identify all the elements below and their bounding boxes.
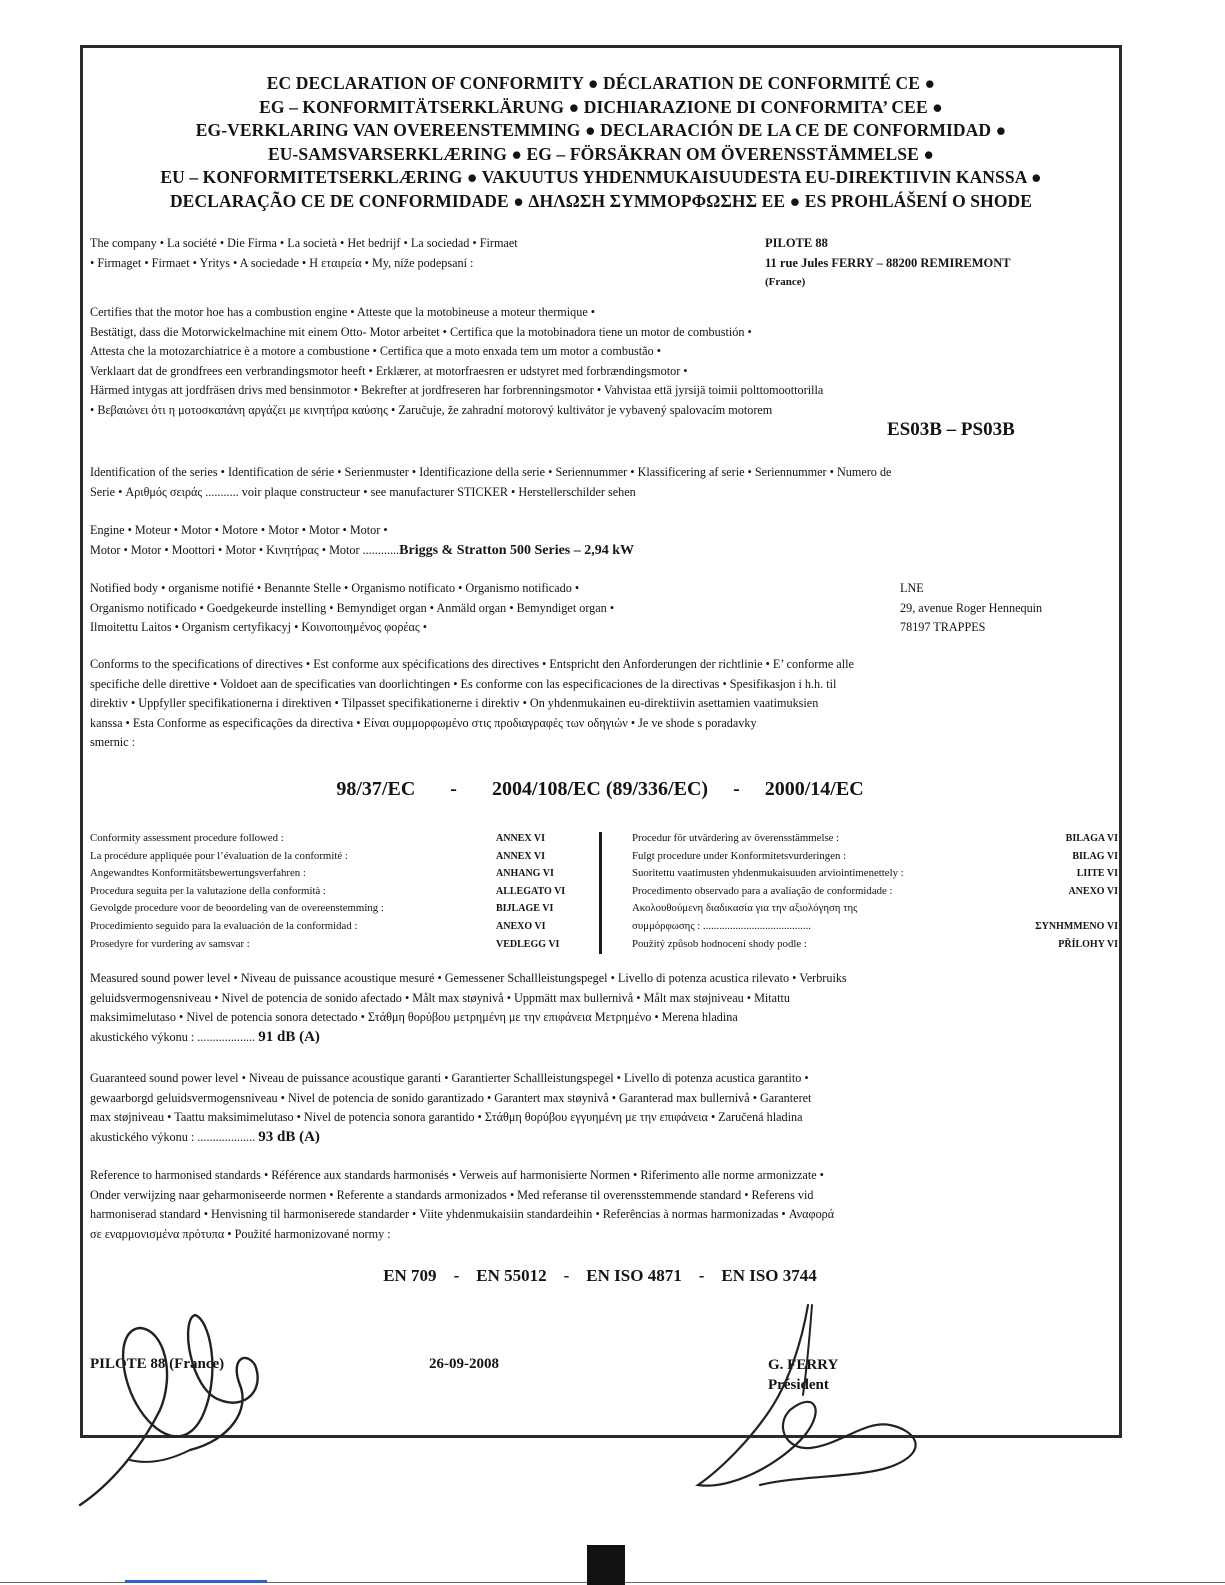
guaranteed-sound-section xyxy=(90,1069,1090,1147)
signatory-name: G. FERRY xyxy=(768,1357,839,1373)
directive: 98/37/EC xyxy=(336,778,416,800)
standard: EN ISO 3744 xyxy=(721,1266,817,1285)
harmonised-standards-paragraph xyxy=(90,1166,1100,1244)
directive-list xyxy=(90,775,1110,803)
title-line: EU-SAMSVARSERKLÆRING ● EG – FÖRSÄKRAN OM ÖVERENSSTÄMMELSE ● xyxy=(267,143,935,164)
signoff-company: PILOTE 88 (France) xyxy=(90,1356,225,1372)
notified-address-line: 78197 TRAPPES xyxy=(900,620,986,634)
standard: EN ISO 4871 xyxy=(586,1266,682,1285)
standard: EN 709 xyxy=(383,1266,437,1285)
procedure-annex: BIJLAGE VI xyxy=(496,903,554,915)
standard-separator: - xyxy=(563,1266,570,1285)
engine-section xyxy=(90,521,1090,560)
notified-body-label xyxy=(90,579,810,638)
procedure-label: Gevolgde procedure voor de beoordeling van de overeenstemming : xyxy=(90,902,384,915)
sound-label-line: maksimimelutaso • Nivel de potencia sonora detectado • Στάθμη θορύβου μετρημένη με την επιφάνεια Μετρημένο • Merena hladina xyxy=(90,1010,738,1024)
ident-line: Serie • Αριθμός σειράς ........... voir plaque constructeur • see manufacturer STICKER • Herstellerschilder sehen xyxy=(90,484,636,499)
title-line: EU – KONFORMITETSERKLÆRING ● VAKUUTUS YHDENMUKAISUUDESTA EU-DIREKTIIVIN KANSSA ● xyxy=(160,167,1042,187)
certifies-line: Härmed intygas att jordfräsen drivs med bensinmotor • Bekrefter at jordfreseren har forbrenningsmotor • Vahvistaa että jyrsijä toimii polttomoottorilla xyxy=(90,383,824,397)
signoff-signatory xyxy=(768,1355,838,1395)
procedure-label: Procedimiento seguido para la evaluación de la conformidad : xyxy=(90,919,358,932)
procedure-annex xyxy=(1003,900,1118,918)
notified-label-line: Organismo notificado • Goedgekeurde instelling • Bemyndiget organ • Anmäld organ • Bemyndiget organ • xyxy=(90,600,615,615)
procedure-annex: ANNEX VI xyxy=(496,833,545,844)
notified-label-line: Ilmoitettu Laitos • Organism certyfikacyj • Κοινοποιημένος φορέας • xyxy=(90,620,428,634)
procedure-left-labels xyxy=(90,830,490,953)
conforms-line: direktiv • Uppfyller specifikationerna i direktiven • Tilpasset specifikationerne i direktiv • On yhdenmukainen eu-direktiivin asettamien vaatimuksien xyxy=(90,696,819,710)
title-line: DECLARAÇÃO CE DE CONFORMIDADE ● ΔΗΛΩΣΗ ΣΥΜΜΟΡΦΩΣΗΣ ΕΕ ● ES PROHLÁŠENÍ O SHODE xyxy=(169,190,1033,211)
procedure-annex: ALLEGATO VI xyxy=(496,885,566,897)
notified-address-line: LNE xyxy=(900,581,924,595)
certifies-paragraph xyxy=(90,303,1090,420)
measured-sound-section xyxy=(90,969,1090,1047)
signoff-date: 26-09-2008 xyxy=(429,1356,499,1372)
company-address: 11 rue Jules FERRY – 88200 REMIREMONT xyxy=(765,255,1011,270)
title-line: EG-VERKLARING VAN OVEREENSTEMMING ● DECLARACIÓN DE LA CE DE CONFORMIDAD ● xyxy=(195,120,1007,140)
sound-prefix: akustického výkonu : ................... xyxy=(90,1129,256,1144)
procedure-label: Procedimento observado para a avaliação de conformidade : xyxy=(632,884,893,897)
procedure-annex: ANEXO VI xyxy=(496,920,546,932)
guaranteed-sound-value: 93 dB (A) xyxy=(258,1128,320,1145)
procedure-annex: PŘÍLOHY VI xyxy=(1058,938,1118,950)
refs-line: Reference to harmonised standards • Référence aux standards harmonisés • Verweis auf harmonisierte Normen • Riferimento alle norme armonizzate • xyxy=(90,1168,824,1182)
standard-separator: - xyxy=(698,1266,705,1285)
procedure-label: Fulgt procedure under Konformitetsvurderingen : xyxy=(632,849,847,862)
standards-list xyxy=(90,1264,1110,1288)
sound-label-line: max støjniveau • Taattu maksimimelutaso • Nivel de potencia sonora garantido • Στάθμη θορύβου εγγυημένη με την επιφάνεια • Zaručená hladina xyxy=(90,1110,803,1124)
procedure-label: Ακολουθούμενη διαδικασία για την αξιολόγηση της xyxy=(632,902,858,915)
conforms-line: smernic : xyxy=(90,735,136,749)
procedure-divider xyxy=(599,832,602,954)
procedure-label: συμμόρφωσης : ........................................ xyxy=(632,919,811,932)
company-label xyxy=(90,234,740,273)
notified-label-line: Notified body • organisme notifié • Benannte Stelle • Organismo notificato • Organismo notificado • xyxy=(90,581,580,595)
certifies-line: Attesta che la motozarchiatrice è a motore a combustione • Certifica que a moto enxada tem um motor a combustão • xyxy=(90,344,661,358)
procedure-label: Suoritettu vaatimusten yhdenmukaisuuden arviointimenettely : xyxy=(632,867,904,880)
certifies-line: Bestätigt, dass die Motorwickelmachine mit einem Otto- Motor arbeitet • Certifica que la motobinadora tiene un motor de combustión • xyxy=(90,324,752,339)
procedure-right-labels xyxy=(632,830,1017,953)
conforms-line: kanssa • Esta Conforme as especificações da directiva • Είναι συμμορφωμένο στις προδιαγραφές των οδηγιών • Je ve shode s poradavky xyxy=(90,715,757,730)
certifies-line: Verklaart dat de grondfrees een verbrandingsmotor heeft • Erklærer, at motorfraesren er udstyret med forbrændingsmotor • xyxy=(90,363,688,378)
certifies-line: • Βεβαιώνει ότι η μοτοσκαπάνη αργάζει με κινητήρα καύσης • Zaručuje, že zahradní motorový kultivátor je vybavený spalovacím motorem xyxy=(90,402,773,417)
measured-sound-value: 91 dB (A) xyxy=(258,1028,320,1045)
engine-value: Briggs & Stratton 500 Series – 2,94 kW xyxy=(399,542,635,558)
refs-line: Onder verwijzing naar geharmoniseerde normen • Referente a standards armonizados • Med referanse til overensstemmende standard • Referens vid xyxy=(90,1187,814,1202)
company-name: PILOTE 88 xyxy=(765,236,828,250)
procedure-label: Procedura seguita per la valutazione della conformità : xyxy=(90,884,326,897)
standard: EN 55012 xyxy=(476,1266,547,1285)
series-identification xyxy=(90,463,1090,502)
procedure-annex: ANNEX VI xyxy=(496,850,545,862)
company-label-line: The company • La société • Die Firma • La società • Het bedrijf • La sociedad • Firmaet xyxy=(90,236,518,250)
declaration-titles xyxy=(84,72,1118,213)
sound-prefix: akustického výkonu : ................... xyxy=(90,1029,256,1044)
procedure-annex: BILAG VI xyxy=(1072,850,1118,862)
procedure-label: Procedur för utvärdering av överensstämmelse : xyxy=(632,832,840,844)
engine-label-line: Engine • Moteur • Motor • Motore • Motor • Motor • Motor • xyxy=(90,523,388,537)
procedure-label: Angewandtes Konformitätsbewertungsverfahren : xyxy=(90,867,306,880)
signatory-title: Président xyxy=(768,1377,829,1393)
company-country: (France) xyxy=(765,276,806,288)
standard-separator: - xyxy=(453,1266,460,1285)
procedure-left-values xyxy=(496,830,596,953)
model-number: ES03B – PS03B xyxy=(887,419,1015,440)
conforms-paragraph xyxy=(90,655,1090,753)
sound-label-line: Guaranteed sound power level • Niveau de puissance acoustique garanti • Garantierter Schallleistungspegel • Livello di potenza acustica garantito • xyxy=(90,1071,809,1085)
procedure-annex: BILAGA VI xyxy=(1065,833,1118,844)
procedure-annex: ANHANG VI xyxy=(496,868,554,880)
procedure-annex: LIITE VI xyxy=(1076,868,1118,880)
sound-label-line: geluidsvermogensniveau • Nivel de potencia de sonido afectado • Målt max støynivå • Uppmätt max bullernivå • Målt max støjniveau • Mitattu xyxy=(90,990,790,1005)
directive-separator: - xyxy=(733,778,740,800)
directive: 2004/108/EC (89/336/EC) xyxy=(491,778,709,800)
procedure-label: Prosedyre for vurdering av samsvar : xyxy=(90,937,250,950)
engine-label-line: Motor • Motor • Moottori • Motor • Κινητήρας • Motor ............ xyxy=(90,542,400,557)
company-details xyxy=(765,234,1115,293)
sound-label-line: gewaarborgd geluidsvermogensniveau • Nivel de potencia de sonido garantizado • Garantert max støynivå • Garanterad max bullernivå • Garanteret xyxy=(90,1090,812,1105)
procedure-right-values xyxy=(1003,830,1118,953)
notified-address-line: 29, avenue Roger Hennequin xyxy=(900,600,1043,615)
company-label-line: • Firmaget • Firmaet • Yritys • A sociedade • H εταιρεία • My, níže podepsaní : xyxy=(90,255,474,270)
certifies-line: Certifies that the motor hoe has a combustion engine • Atteste que la motobineuse a moteur thermique • xyxy=(90,305,596,319)
procedure-label: La procédure appliquée pour l’évaluation de la conformité : xyxy=(90,849,348,862)
title-line: EC DECLARATION OF CONFORMITY ● DÉCLARATION DE CONFORMITÉ CE ● xyxy=(266,73,936,93)
procedure-annex: ANEXO VI xyxy=(1068,885,1118,897)
directive-separator: - xyxy=(450,778,457,800)
notified-body-address xyxy=(900,579,1110,638)
directive: 2000/14/EC xyxy=(764,778,864,800)
sound-label-line: Measured sound power level • Niveau de puissance acoustique mesuré • Gemessener Schallleistungspegel • Livello di potenza acustica rilevato • Verbruiks xyxy=(90,971,847,985)
conforms-line: specifiche delle direttive • Voldoet aan de specificaties van doorlichtingen • Es conforme con las especificaciones de la directivas • Spesifikasjon i h.h. til xyxy=(90,676,837,691)
refs-line: σε εναρμονισμένα πρότυπα • Použité harmonizované normy : xyxy=(90,1226,391,1241)
procedure-annex: ΣΥΝΗΜΜΕΝΟ VI xyxy=(1035,920,1118,932)
refs-line: harmoniserad standard • Henvisning til harmoniserede standarder • Viite yhdenmukaisiin standardeihin • Referências à normas harmonizadas • Αναφορά xyxy=(90,1207,835,1221)
ident-line: Identification of the series • Identification de série • Serienmuster • Identificazione della serie • Seriennummer • Klassificering af serie • Seriennummer • Numero de xyxy=(90,465,892,479)
procedure-label: Použitý způsob hodnocení shody podle : xyxy=(632,937,807,950)
title-line: EG – KONFORMITÄTSERKLÄRUNG ● DICHIARAZIONE DI CONFORMITA’ CEE ● xyxy=(259,96,943,117)
page-link-underline xyxy=(125,1580,267,1583)
conforms-line: Conforms to the specifications of directives • Est conforme aux spécifications des directives • Entspricht den Anforderungen der richtlinie • E’ conforme alle xyxy=(90,657,854,671)
procedure-label: Conformity assessment procedure followed : xyxy=(90,832,284,844)
procedure-annex: VEDLEGG VI xyxy=(496,938,560,950)
page-number-tab xyxy=(587,1545,625,1585)
